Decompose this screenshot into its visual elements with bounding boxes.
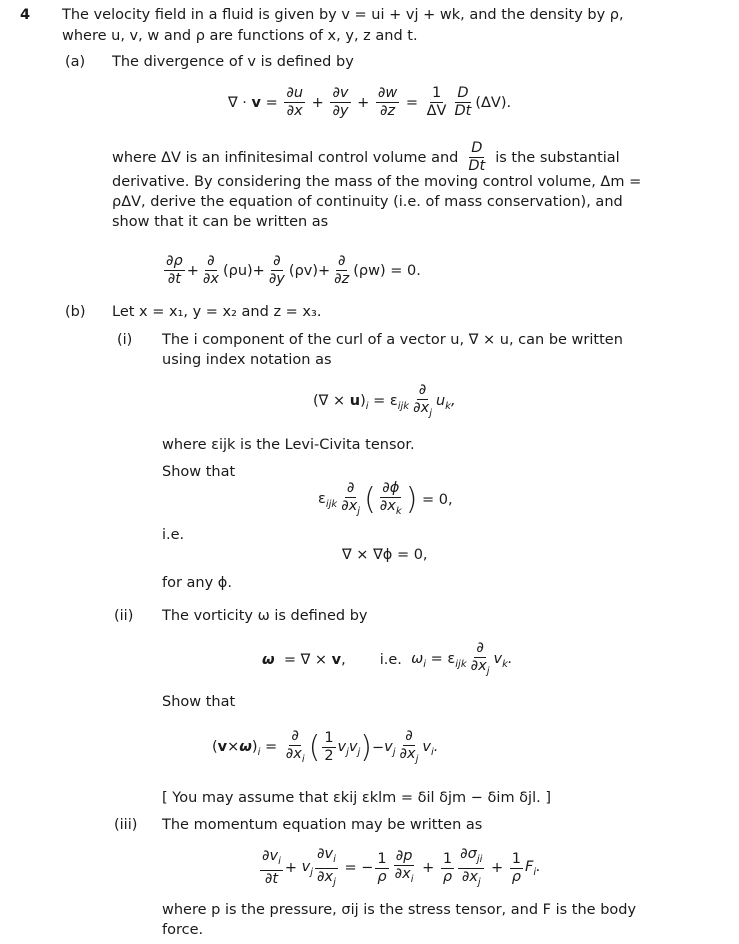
part-b-iii-where-2: force. <box>162 922 204 938</box>
part-b-iii-label: (iii) <box>114 817 138 833</box>
part-a-line-4: show that it can be written as <box>112 214 329 230</box>
where-suffix: is the substantial <box>495 149 620 166</box>
part-b-ii-line-1: The vorticity ω is defined by <box>162 608 368 624</box>
continuity-equation: $\frac{\partial\rho}{\partial t}$ + $\frac{\partial}{\partial x}$ (ρu)+ $\frac{\partial}{\partial y}$ (ρv)+ $\frac{\partial}{\partial z}$ (ρw) = 0. <box>166 253 421 287</box>
part-b-iii-line-1: The momentum equation may be written as <box>162 817 483 833</box>
curl-index-equation: (∇ × $u)_i = \varepsilon_{ijk}$ $\frac{\partial}{\partial x_j}$ $u_k$, <box>313 382 456 419</box>
part-b-i-line-2: using index notation as <box>162 352 332 368</box>
curl-grad-equation: ∇ × ∇ϕ = 0, <box>342 547 428 563</box>
part-b-i-show: Show that <box>162 464 236 480</box>
part-b-i-label: (i) <box>117 332 133 348</box>
curl-grad-index-equation: $\varepsilon_{ijk}$ $\frac{\partial}{\partial x_j}$ ( $\frac{\partial\phi}{\partial x_k}$ ) = 0, <box>318 480 453 517</box>
momentum-equation: $\frac{\partial v_i}{\partial t}$ + $v_j$ $\frac{\partial v_i}{\partial x_j}$ = − $\frac{1}{\rho}$ $\frac{\partial p}{\partial x_i}$ + $\frac{1}{\rho}$ $\frac{\partial\sigma_{ji}}{\partial x_j}$ + $\frac{1}{\rho}$ $F_i$. <box>262 846 541 888</box>
part-b-ii-label: (ii) <box>114 608 134 624</box>
part-b-i-where: where εijk is the Levi-Civita tensor. <box>162 437 415 453</box>
part-a-lead: The divergence of v is defined by <box>112 54 354 70</box>
where-prefix: where ΔV is an infinitesimal control volume and <box>112 149 459 166</box>
divergence-equation: ∇ · v = $\frac{\partial u}{\partial x}$ + $\frac{\partial v}{\partial y}$ + $\frac{\partial w}{\partial z}$ = $\frac{1}{\Delta V}$ $\frac{D}{Dt}$ (ΔV). <box>228 85 512 119</box>
part-b-ii-show: Show that <box>162 694 236 710</box>
part-b-ii-assume: [ You may assume that εkij εklm = δil δjm − δim δjl. ] <box>162 790 551 806</box>
part-a-label: (a) <box>65 54 86 70</box>
intro-line-1: The velocity field in a fluid is given by v = ui + vj + wk, and the density by ρ, <box>62 7 624 23</box>
part-a-line-3: ρΔV, derive the equation of continuity (i.e. of mass conservation), and <box>112 194 623 210</box>
part-b-i-ie: i.e. <box>162 527 185 543</box>
part-a-where-line: where ΔV is an infinitesimal control volume and $\frac{D}{Dt}$ is the substantial <box>112 140 620 174</box>
intro-line-2: where u, v, w and ρ are functions of x, y, z and t. <box>62 28 418 44</box>
vorticity-equation: ω = ∇ × v, i.e. $\omega_i$ = $\varepsilon_{ijk}$ $\frac{\partial}{\partial x_j}$ $v_k$. <box>262 640 513 677</box>
part-b-label: (b) <box>65 304 86 320</box>
part-b-iii-where-1: where p is the pressure, σij is the stress tensor, and F is the body <box>162 902 637 918</box>
part-b-lead: Let x = x₁, y = x₂ and z = x₃. <box>112 304 322 320</box>
question-number: 4 <box>20 7 31 23</box>
part-b-i-for-any: for any ϕ. <box>162 575 232 591</box>
part-a-line-2: derivative. By considering the mass of the moving control volume, Δm = <box>112 174 642 190</box>
vorticity-identity-equation: $(v\times\omega)_i$ = $\frac{\partial}{\partial x_i}$ ( $\frac{1}{2}$ $v_jv_j$ ) − $v_j$ $\frac{\partial}{\partial x_j}$ $v_i$. <box>212 728 439 765</box>
part-b-i-line-1: The i component of the curl of a vector u, ∇ × u, can be written <box>162 332 623 348</box>
